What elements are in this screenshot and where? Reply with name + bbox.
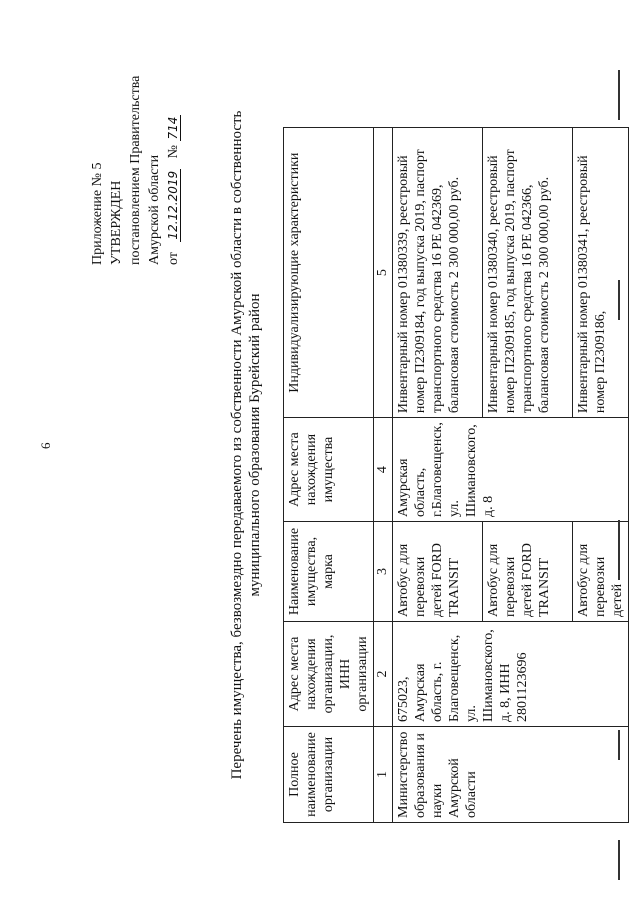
- characteristics-cell: Инвентарный номер 01380341, реестровый номер П2309186,: [573, 128, 629, 418]
- characteristics-cell: Инвентарный номер 01380340, реестровый номер П2309185, год выпуска 2019, паспорт транспортного средства 16 РЕ 042366, балансовая стоимость 2 300 000,00 руб.: [483, 128, 573, 418]
- number-label: №: [166, 144, 181, 159]
- table-header-row: [284, 128, 374, 823]
- column-number: 4: [374, 418, 393, 522]
- property-table: [283, 127, 629, 823]
- approved-by: постановлением Правительства: [128, 75, 143, 265]
- org-address-cell: 675023, Амурская область, г. Благовещенск, ул. Шимановского, д. 8, ИНН 2801123696: [393, 622, 629, 727]
- document-title: [228, 95, 264, 795]
- approved-label: УТВЕРЖДЕН: [109, 180, 124, 265]
- appendix-number: Приложение № 5: [90, 162, 105, 265]
- page-number: 6: [38, 442, 53, 449]
- property-name-cell: Автобус для перевозки детей: [573, 522, 629, 622]
- characteristics-cell: Инвентарный номер 01380339, реестровый номер П2309184, год выпуска 2019, паспорт транспортного средства 16 РЕ 042369, балансовая стоимость 2 300 000,00 руб.: [393, 128, 483, 418]
- title-line-1: Перечень имущества, безвозмездно передаваемого из собственности Амурской области в собственность: [229, 110, 245, 780]
- header-property-address: Адрес места нахождения имущества: [284, 418, 374, 522]
- approval-block: [88, 76, 183, 265]
- header-org-name: Полное наименование организации: [284, 727, 374, 823]
- column-number: 5: [374, 128, 393, 418]
- header-characteristics: Индивидуализирующие характеристики: [284, 128, 374, 418]
- property-address-cell: Амурская область, г.Благовещенск, ул. Шимановского, д. 8: [393, 418, 629, 522]
- header-org-address: Адрес места нахождения организации, ИНН организации: [284, 622, 374, 727]
- approval-date: 12.12.2019: [166, 170, 180, 240]
- column-number-row: [374, 128, 393, 823]
- table-row: [393, 128, 483, 823]
- scan-edge-marks: [618, 20, 620, 880]
- header-property-name: Наименование имущества, марка: [284, 522, 374, 622]
- from-label: от: [166, 252, 181, 265]
- approval-date-line: [164, 76, 183, 265]
- title-line-2: муниципального образования Бурейский район: [247, 293, 263, 597]
- column-number: 2: [374, 622, 393, 727]
- org-name-cell: Министерство образования и науки Амурской области: [393, 727, 629, 823]
- column-number: 1: [374, 727, 393, 823]
- column-number: 3: [374, 522, 393, 622]
- property-name-cell: Автобус для перевозки детей FORD TRANSIT: [483, 522, 573, 622]
- property-name-cell: Автобус для перевозки детей FORD TRANSIT: [393, 522, 483, 622]
- approval-number: 714: [166, 116, 180, 140]
- approved-region: Амурской области: [147, 154, 162, 265]
